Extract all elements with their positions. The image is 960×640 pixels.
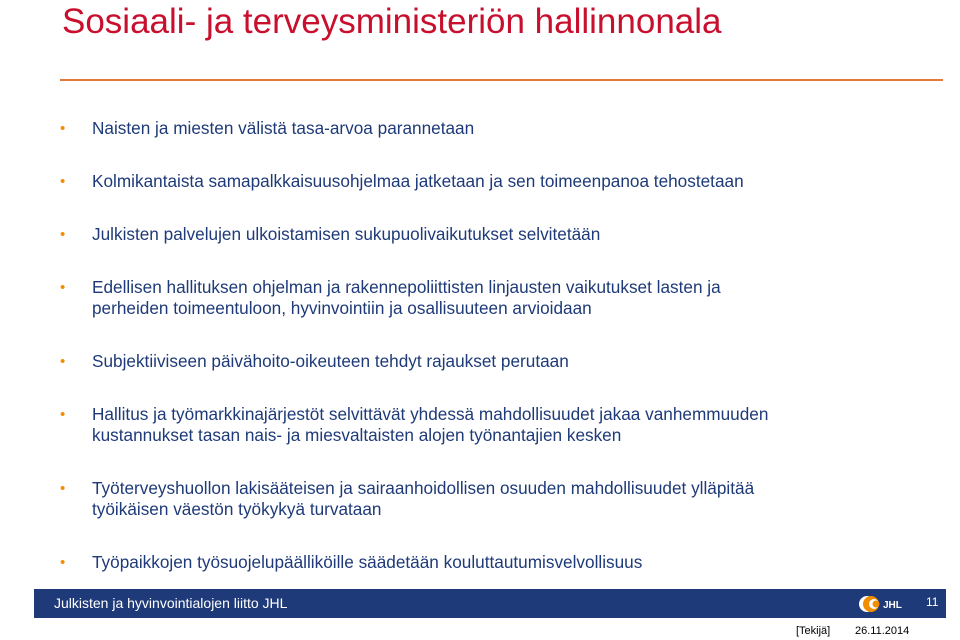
author-placeholder: [Tekijä] bbox=[796, 625, 831, 637]
bullet-dot-icon: • bbox=[60, 554, 66, 571]
list-item bbox=[60, 277, 920, 319]
bullet-text: Kolmikantaista samapalkkaisuusohjelmaa jatketaan ja sen toimeenpanoa tehostetaan bbox=[92, 171, 744, 191]
list-item bbox=[60, 118, 920, 139]
list-item bbox=[60, 478, 920, 520]
list-item bbox=[60, 171, 920, 192]
bullet-text-line: Edellisen hallituksen ohjelman ja rakennepoliittisten linjausten vaikutukset lasten ja bbox=[92, 277, 721, 297]
slide-title: Sosiaali- ja terveysministeriön hallinnonala bbox=[62, 2, 722, 41]
list-item bbox=[60, 552, 920, 573]
bullet-text-line: perheiden toimeentuloon, hyvinvointiin ja osallisuuteen arvioidaan bbox=[92, 298, 592, 318]
slide-date: 26.11.2014 bbox=[855, 625, 910, 637]
footer-organization: Julkisten ja hyvinvointialojen liitto JHL bbox=[54, 595, 288, 611]
bullet-dot-icon: • bbox=[60, 353, 66, 370]
list-item bbox=[60, 224, 920, 245]
logo-text: JHL bbox=[883, 600, 902, 611]
bullet-text: Subjektiiviseen päivähoito-oikeuteen tehdyt rajaukset perutaan bbox=[92, 351, 569, 371]
bullet-dot-icon: • bbox=[60, 406, 66, 423]
bullet-dot-icon: • bbox=[60, 120, 66, 137]
bullet-text-line: kustannukset tasan nais- ja miesvaltaisten alojen työnantajien kesken bbox=[92, 425, 622, 445]
bullet-dot-icon: • bbox=[60, 279, 66, 296]
bullet-text-line: työikäisen väestön työkykyä turvataan bbox=[92, 499, 382, 519]
list-item bbox=[60, 404, 920, 446]
bullet-dot-icon: • bbox=[60, 173, 66, 190]
bullet-list bbox=[60, 118, 920, 573]
bullet-text: Työpaikkojen työsuojelupäälliköille säädetään kouluttautumisvelvollisuus bbox=[92, 552, 643, 572]
bullet-dot-icon: • bbox=[60, 226, 66, 243]
bullet-text-line: Hallitus ja työmarkkinajärjestöt selvittävät yhdessä mahdollisuudet jakaa vanhemmuuden bbox=[92, 404, 769, 424]
bullet-text-line: Työterveyshuollon lakisääteisen ja sairaanhoidollisen osuuden mahdollisuudet ylläpitää bbox=[92, 478, 755, 498]
page-number: 11 bbox=[926, 595, 939, 609]
bullet-text: Naisten ja miesten välistä tasa-arvoa parannetaan bbox=[92, 118, 475, 138]
jhl-logo-icon bbox=[858, 593, 914, 615]
bullet-text: Julkisten palvelujen ulkoistamisen sukupuolivaikutukset selvitetään bbox=[92, 224, 601, 244]
bullet-dot-icon: • bbox=[60, 480, 66, 497]
title-divider bbox=[60, 79, 943, 81]
list-item bbox=[60, 351, 920, 372]
